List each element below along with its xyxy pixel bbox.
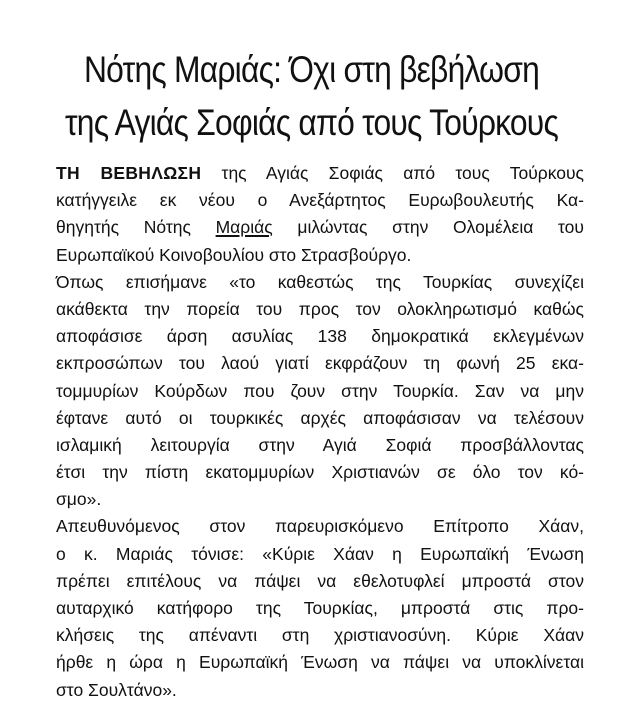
paragraph-2 <box>56 269 584 514</box>
text-span: της Αγιάς Σοφιάς από τους Τούρκους <box>201 163 584 183</box>
headline-line-2: της Αγιάς Σοφιάς από τους Τούρκους <box>64 102 559 143</box>
text-line: ήρθε η ώρα η Ευρωπαϊκή Ένωση να πάψει να υποκλίνεται <box>56 652 584 673</box>
text-line: κατήγγειλε εκ νέου ο Ανεξάρτητος Ευρωβουλευτής Κα- <box>56 190 584 211</box>
text-line: σμο». <box>56 489 102 510</box>
lead-in: ΤΗ ΒΕΒΗΛΩΣΗ <box>56 163 202 183</box>
text-line: έτσι την πίστη εκατομμυρίων Χριστιανών σε όλο τον κό- <box>56 462 584 483</box>
text-line: Όπως επισήμανε «το καθεστώς της Τουρκίας συνεχίζει <box>56 271 584 292</box>
text-span: θηγητής Νότης <box>56 217 216 238</box>
text-line: στο Σουλτάνο». <box>56 679 177 700</box>
text-line: κλήσεις της απέναντι στη χριστιανοσύνη. Κύριε Χάαν <box>56 625 584 646</box>
text-line: πρέπει επιτέλους να πάψει να εθελοτυφλεί μπροστά στον <box>56 570 584 591</box>
text-line: Απευθυνόμενος στον παρευρισκόμενο Επίτροπο Χάαν, <box>56 516 584 537</box>
text-line: ο κ. Μαριάς τόνισε: «Κύριε Χάαν η Ευρωπαϊκή Ένωση <box>56 543 584 564</box>
underlined-name: Μαριάς <box>215 217 273 238</box>
text-line: ακάθεκτα την πορεία του προς τον ολοκληρωτισμό καθώς <box>56 298 584 319</box>
paragraph-1 <box>56 160 584 269</box>
text-line: εκπροσώπων του λαού γιατί εκφράζουν τη φωνή 25 εκα- <box>56 353 584 374</box>
article-body <box>56 160 584 704</box>
text-line: αυταρχικό κατήφορο της Τουρκίας, μπροστά στις προ- <box>56 598 584 618</box>
text-line: τομμυρίων Κούρδων που ζουν στην Τουρκία. Σαν να μην <box>56 380 584 401</box>
text-span: μιλώντας στην Ολομέλεια του <box>272 217 584 238</box>
text-line <box>56 160 584 187</box>
paragraph-3 <box>56 513 584 703</box>
text-line: έφτανε αυτό οι τουρκικές αρχές αποφάσισαν να τελέσουν <box>56 407 584 428</box>
text-line: αποφάσισε άρση ασυλίας 138 δημοκρατικά εκλεγμένων <box>56 326 584 347</box>
headline-line-1: Νότης Μαριάς: Όχι στη βεβήλωση <box>83 49 540 90</box>
text-line: Ευρωπαϊκού Κοινοβουλίου στο Στρασβούργο. <box>56 244 412 265</box>
text-line <box>56 214 584 241</box>
text-line: ισλαμική λειτουργία στην Αγιά Σοφιά προσβάλλοντας <box>56 434 584 455</box>
